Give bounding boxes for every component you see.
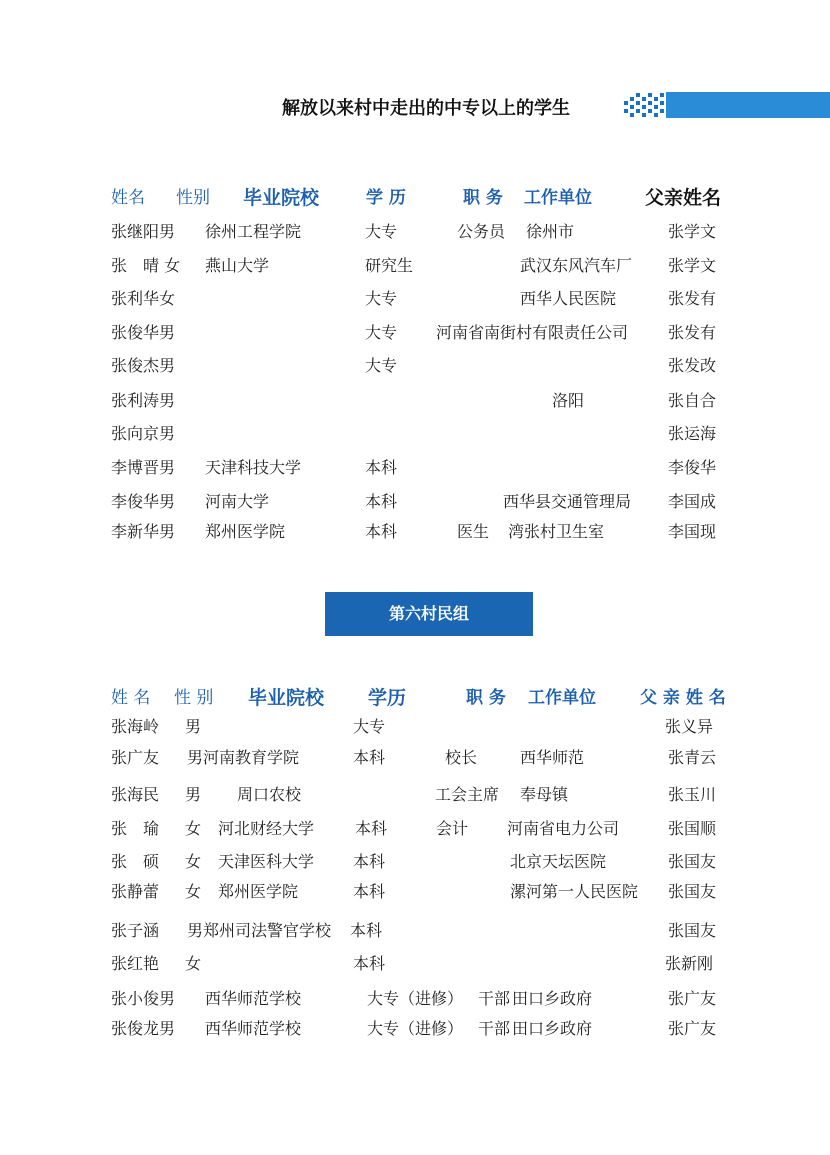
table-cell: 男 (185, 717, 202, 736)
table-cell: 张新刚 (665, 954, 714, 973)
table-cell: 张发改 (668, 356, 717, 375)
table-cell: 大专 (365, 222, 398, 241)
table-cell: 本科 (365, 522, 398, 541)
table-cell: 干部 (478, 989, 511, 1008)
table-cell: 工会主席 (435, 785, 500, 804)
table-cell: 河北财经大学 (218, 819, 315, 838)
column-header: 父 亲 姓 名 (640, 688, 726, 708)
table-cell: 田口乡政府 (512, 1019, 593, 1038)
table-cell: 张广友 (111, 748, 160, 767)
table-cell: 大专 (365, 323, 398, 342)
table-cell: 女 (185, 819, 202, 838)
table-cell: 本科 (353, 882, 386, 901)
table-cell: 张海岭 (111, 717, 160, 736)
column-header: 职 务 (466, 688, 506, 708)
table-cell: 大专 (353, 717, 386, 736)
table-cell: 张向京男 (111, 424, 176, 443)
table-cell: 本科 (350, 921, 383, 940)
table-cell: 李新华男 (111, 522, 176, 541)
table-cell: 会计 (436, 819, 469, 838)
table-cell: 武汉东风汽车厂 (520, 256, 633, 275)
table-cell: 本科 (353, 954, 386, 973)
table-cell: 张玉川 (668, 785, 717, 804)
table-cell: 徐州工程学院 (205, 222, 302, 241)
table-cell: 张义异 (665, 717, 714, 736)
table-cell: 张发有 (668, 323, 717, 342)
table-cell: 河南省电力公司 (507, 819, 620, 838)
table-cell: 张海民 (111, 785, 160, 804)
column-header: 毕业院校 (248, 687, 325, 709)
table-cell: 郑州司法警官学校 (203, 921, 332, 940)
table-cell: 女 (185, 954, 202, 973)
table-cell: 天津医科大学 (218, 852, 315, 871)
table-cell: 河南大学 (205, 492, 270, 511)
table-cell: 张国友 (668, 852, 717, 871)
table-cell: 张俊杰男 (111, 356, 176, 375)
table-cell: 大专（进修） (367, 1019, 464, 1038)
table-cell: 田口乡政府 (512, 989, 593, 1008)
header-decoration (620, 92, 830, 118)
table-cell: 洛阳 (552, 391, 585, 410)
table-cell: 男 (187, 921, 204, 940)
table-cell: 张俊华男 (111, 323, 176, 342)
column-header: 姓 名 (111, 688, 151, 708)
table-cell: 张学文 (668, 222, 717, 241)
table-cell: 研究生 (365, 256, 414, 275)
table-cell: 李国成 (668, 492, 717, 511)
table-cell: 西华师范学校 (205, 1019, 302, 1038)
table-cell: 西华县交通管理局 (503, 492, 632, 511)
table-cell: 本科 (353, 748, 386, 767)
table-cell: 张利华女 (111, 289, 176, 308)
table-cell: 大专 (365, 356, 398, 375)
table-cell: 张静蕾 (111, 882, 160, 901)
table-cell: 张利涛男 (111, 391, 176, 410)
table-cell: 张红艳 (111, 954, 160, 973)
group-banner: 第六村民组 (325, 592, 533, 636)
table-cell: 李博晋男 (111, 458, 176, 477)
table-cell: 校长 (445, 748, 478, 767)
table-cell: 本科 (365, 458, 398, 477)
table-cell: 徐州市 (526, 222, 575, 241)
column-header: 学 历 (366, 188, 406, 208)
table-cell: 公务员 (457, 222, 506, 241)
table-cell: 男 (185, 785, 202, 804)
column-header: 性 别 (174, 688, 214, 708)
column-header: 工作单位 (524, 188, 592, 208)
table-cell: 河南教育学院 (203, 748, 300, 767)
table-cell: 张发有 (668, 289, 717, 308)
table-cell: 张青云 (668, 748, 717, 767)
table-cell: 李国现 (668, 522, 717, 541)
table-cell: 河南省南街村有限责任公司 (436, 323, 629, 342)
table-cell: 本科 (353, 852, 386, 871)
column-header: 性别 (176, 188, 210, 208)
table-cell: 本科 (355, 819, 388, 838)
table-cell: 医生 (457, 522, 490, 541)
table-cell: 张 晴 女 (111, 256, 181, 275)
page-title: 解放以来村中走出的中专以上的学生 (282, 98, 570, 119)
table-cell: 张子涵 (111, 921, 160, 940)
table-cell: 李俊华男 (111, 492, 176, 511)
column-header: 毕业院校 (243, 187, 320, 209)
table-cell: 女 (185, 882, 202, 901)
table-cell: 张 瑜 (111, 819, 160, 838)
column-header: 学历 (368, 687, 407, 709)
table-cell: 燕山大学 (205, 256, 270, 275)
table-cell: 李俊华 (668, 458, 717, 477)
table-cell: 周口农校 (237, 785, 302, 804)
table-cell: 湾张村卫生室 (508, 522, 605, 541)
table-cell: 大专 (365, 289, 398, 308)
table-cell: 张国友 (668, 921, 717, 940)
table-cell: 张自合 (668, 391, 717, 410)
column-header: 姓名 (111, 188, 145, 208)
table-cell: 漯河第一人民医院 (510, 882, 639, 901)
table-cell: 女 (185, 852, 202, 871)
table-cell: 西华人民医院 (520, 289, 617, 308)
table-cell: 西华师范学校 (205, 989, 302, 1008)
table-cell: 西华师范 (520, 748, 585, 767)
table-cell: 张广友 (668, 1019, 717, 1038)
table-cell: 张学文 (668, 256, 717, 275)
table-cell: 郑州医学院 (205, 522, 286, 541)
table-cell: 张继阳男 (111, 222, 176, 241)
table-cell: 干部 (478, 1019, 511, 1038)
table-cell: 张广友 (668, 989, 717, 1008)
table-cell: 本科 (365, 492, 398, 511)
table-cell: 张运海 (668, 424, 717, 443)
column-header: 职 务 (463, 188, 503, 208)
table-cell: 张国友 (668, 882, 717, 901)
table-cell: 张小俊男 (111, 989, 176, 1008)
table-cell: 天津科技大学 (205, 458, 302, 477)
table-cell: 张国顺 (668, 819, 717, 838)
table-cell: 郑州医学院 (218, 882, 299, 901)
column-header: 工作单位 (528, 688, 596, 708)
table-cell: 张俊龙男 (111, 1019, 176, 1038)
table-cell: 男 (187, 748, 204, 767)
table-cell: 奉母镇 (520, 785, 569, 804)
table-cell: 北京天坛医院 (510, 852, 607, 871)
column-header: 父亲姓名 (645, 187, 722, 209)
table-cell: 大专（进修） (367, 989, 464, 1008)
table-cell: 张 硕 (111, 852, 160, 871)
